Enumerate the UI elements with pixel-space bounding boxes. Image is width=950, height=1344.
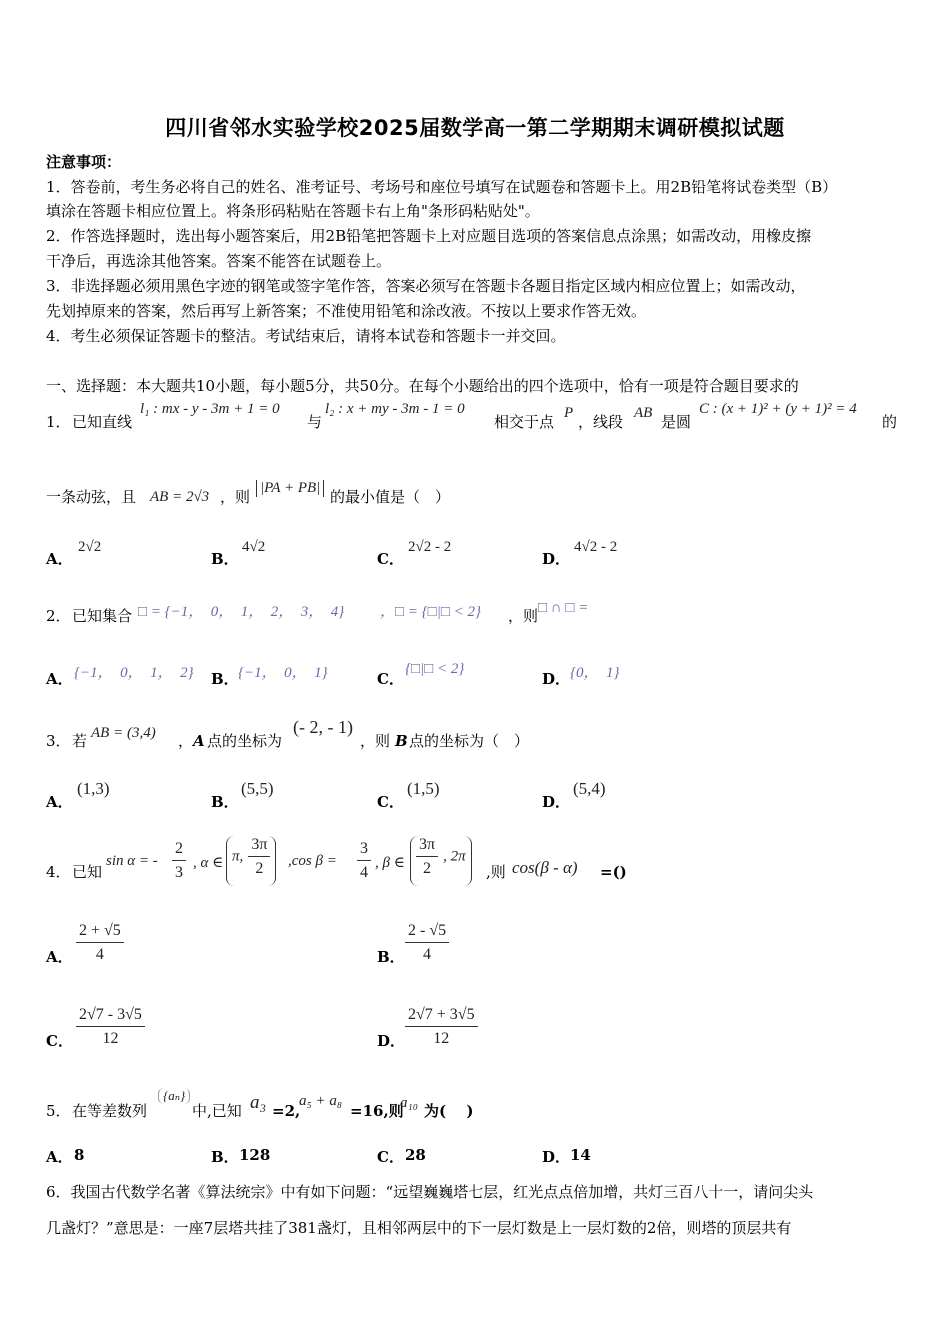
q3-text: 点的坐标为 [207,732,283,750]
q3-option-a: (1,3) [77,779,110,798]
option-label-a: A． [46,670,73,688]
option-label-b: B． [211,793,239,811]
q5-text: =16,则 [350,1102,404,1120]
q4-sin-alpha: sin α = - [106,853,158,869]
q4-option-c: $\frac{2√7 - 3√5}{12}$ [76,1006,145,1048]
q2-option-d: {0， 1} [570,665,620,681]
q6-line-2: 几盏灯？”意思是：一座7层塔共挂了381盏灯，且相邻两层中的下一层灯数是上一层灯数的2倍，则塔的顶层共有 [46,1219,792,1237]
q4-alpha-in: , α ∈ [193,855,224,871]
q4-interval-beta: $\frac{3\pi}{2}$ , 2π [410,836,472,886]
note-1-line-2: 填涂在答题卡相应位置上。将条形码粘贴在答题卡右上角"条形码粘贴处"。 [46,202,540,220]
q2-option-c: {□|□ < 2} [405,661,465,677]
q4-option-a: $\frac{2 + √5}{4}$ [76,922,124,964]
q1-segment-ab: AB [634,405,653,421]
note-3-line-1: 3．非选择题必须用黑色字迹的钢笔或签字笔作答，答案必须写在答题卡各题目指定区域内相应位置上；如需改动， [46,277,806,295]
option-label-b: B． [211,1148,239,1166]
q3-text: 点的坐标为（ ） [409,732,530,750]
q1-option-c: 2√2 - 2 [408,539,452,555]
option-label-c: C． [377,670,404,688]
option-label-a: A． [46,1148,73,1166]
q1-point-p: P [564,405,574,421]
note-2-line-2: 干净后，再选涂其他答案。答案不能答在试题卷上。 [46,252,392,270]
q4-interval-alpha: π, $\frac{3\pi}{2}$ [226,836,276,886]
note-2-line-1: 2．作答选择题时，选出每小题答案后，用2B铅笔把答题卡上对应题目选项的答案信息点涂黑；如需改动，用橡皮擦 [46,227,812,245]
q1-text: ，线段 [578,413,624,431]
q2-number: 2． [46,607,71,625]
q5-a3: a₃ [250,1092,267,1113]
q3-point-b: B [395,732,408,750]
q1-option-b: 4√2 [242,539,266,555]
option-label-a: A． [46,793,73,811]
q3-point-a: A [193,732,205,750]
q1-option-a: 2√2 [78,539,102,555]
notes-heading: 注意事项： [46,153,122,171]
q1-circle-equation: C : (x + 1)² + (y + 1)² = 4 [699,401,857,417]
option-label-d: D． [542,793,571,811]
q5-text: 在等差数列 [72,1102,148,1120]
section-heading: 一、选择题：本大题共10小题，每小题5分，共50分。在每个小题给出的四个选项中，恰有一项是符合题目要求的 [46,377,799,395]
option-label-b: B． [211,550,239,568]
q3-option-b: (5,5) [241,779,274,798]
q1-text: 已知直线 [72,413,133,431]
q5-option-a: 8 [74,1146,85,1164]
option-label-d: D． [377,1032,406,1050]
q1-text: 的 [882,413,898,431]
q5-sum-expression: a₅ + a₈ [299,1093,343,1109]
q4-fraction-three-fourths: $\frac{3}{4}$ [357,840,371,882]
q1-chord-length: AB = 2√3 [150,489,210,505]
q2-option-a: {−1， 0， 1， 2} [74,665,194,681]
q5-option-c: 28 [405,1146,426,1164]
option-label-c: C． [377,1148,404,1166]
q2-text: 已知集合 [72,607,133,625]
q1-text: 一条动弦，且 [46,488,137,506]
q5-number: 5． [46,1102,71,1120]
q3-text: 若 [72,732,88,750]
q5-a10: a₁₀ [400,1095,418,1111]
q3-number: 3． [46,732,71,750]
q3-option-c: (1,5) [407,779,440,798]
q1-line-l2: l₂ : x + my - 3m - 1 = 0 [325,401,465,417]
q5-text: =2, [272,1102,301,1120]
q1-text: 的最小值是（ ） [330,488,451,506]
q2-intersection: □ ∩ □ = [538,600,589,616]
q1-text: 相交于点 [494,413,555,431]
option-label-d: D． [542,550,571,568]
q2-set-b: ，□ = {□|□ < 2} [380,604,482,620]
q3-text: ， [178,732,194,750]
q3-vector-ab: AB = (3,4) [91,725,156,741]
note-3-line-2: 先划掉原来的答案，然后再写上新答案；不准使用铅笔和涂改液。不按以上要求作答无效。 [46,302,647,320]
q3-option-d: (5,4) [573,779,606,798]
q5-option-b: 128 [239,1146,271,1164]
q4-option-d: $\frac{2√7 + 3√5}{12}$ [405,1006,478,1048]
q5-text: 为( ) [424,1102,474,1120]
page-title: 四川省邻水实验学校2025届数学高一第二学期期末调研模拟试题 [165,116,785,140]
option-label-d: D． [542,670,571,688]
q3-text: ，则 [360,732,391,750]
note-1-line-1: 1．答卷前，考生务必将自己的姓名、准考证号、考场号和座位号填写在试题卷和答题卡上。用2B铅笔将试卷类型（B） [46,178,838,196]
option-label-d: D． [542,1148,571,1166]
option-label-a: A． [46,948,73,966]
q3-coordinate: (- 2, - 1) [293,717,353,737]
option-label-a: A． [46,550,73,568]
q1-text: 与 [307,413,323,431]
option-label-c: C． [377,550,404,568]
q4-text: =() [600,863,627,881]
q4-beta-in: , β ∈ [375,855,405,871]
option-label-b: B． [377,948,405,966]
q2-option-b: {−1， 0， 1} [238,665,328,681]
q1-number: 1． [46,413,71,431]
q5-sequence: {aₙ} [158,1088,190,1104]
q4-cos-beta: ,cos β = [288,853,337,869]
option-label-b: B． [211,670,239,688]
q1-option-d: 4√2 - 2 [574,539,618,555]
option-label-c: C． [46,1032,73,1050]
q4-option-b: $\frac{2 - √5}{4}$ [405,922,449,964]
q5-option-d: 14 [570,1146,591,1164]
q1-expression: |PA + PB| [256,480,324,497]
q4-number: 4． [46,863,71,881]
q2-set-a: □ = {−1， 0， 1， 2， 3， 4} [138,604,345,620]
q5-text: 中,已知 [192,1102,242,1120]
q4-fraction-two-thirds: $\frac{2}{3}$ [172,840,186,882]
q4-text: 已知 [72,863,103,881]
option-label-c: C． [377,793,404,811]
note-4: 4．考生必须保证答题卡的整洁。考试结束后，请将本试卷和答题卡一并交回。 [46,327,566,345]
q4-target-expression: cos(β - α) [512,858,578,877]
q1-text: 是圆 [661,413,692,431]
q2-text: ，则 [508,607,539,625]
q1-line-l1: l₁ : mx - y - 3m + 1 = 0 [140,401,280,417]
q4-text: ,则 [486,863,506,881]
q6-line-1: 6．我国古代数学名著《算法统宗》中有如下问题：“远望巍巍塔七层，红光点点倍加增，共灯三百八十一，请问尖头 [46,1183,814,1201]
q1-text: ，则 [220,488,251,506]
